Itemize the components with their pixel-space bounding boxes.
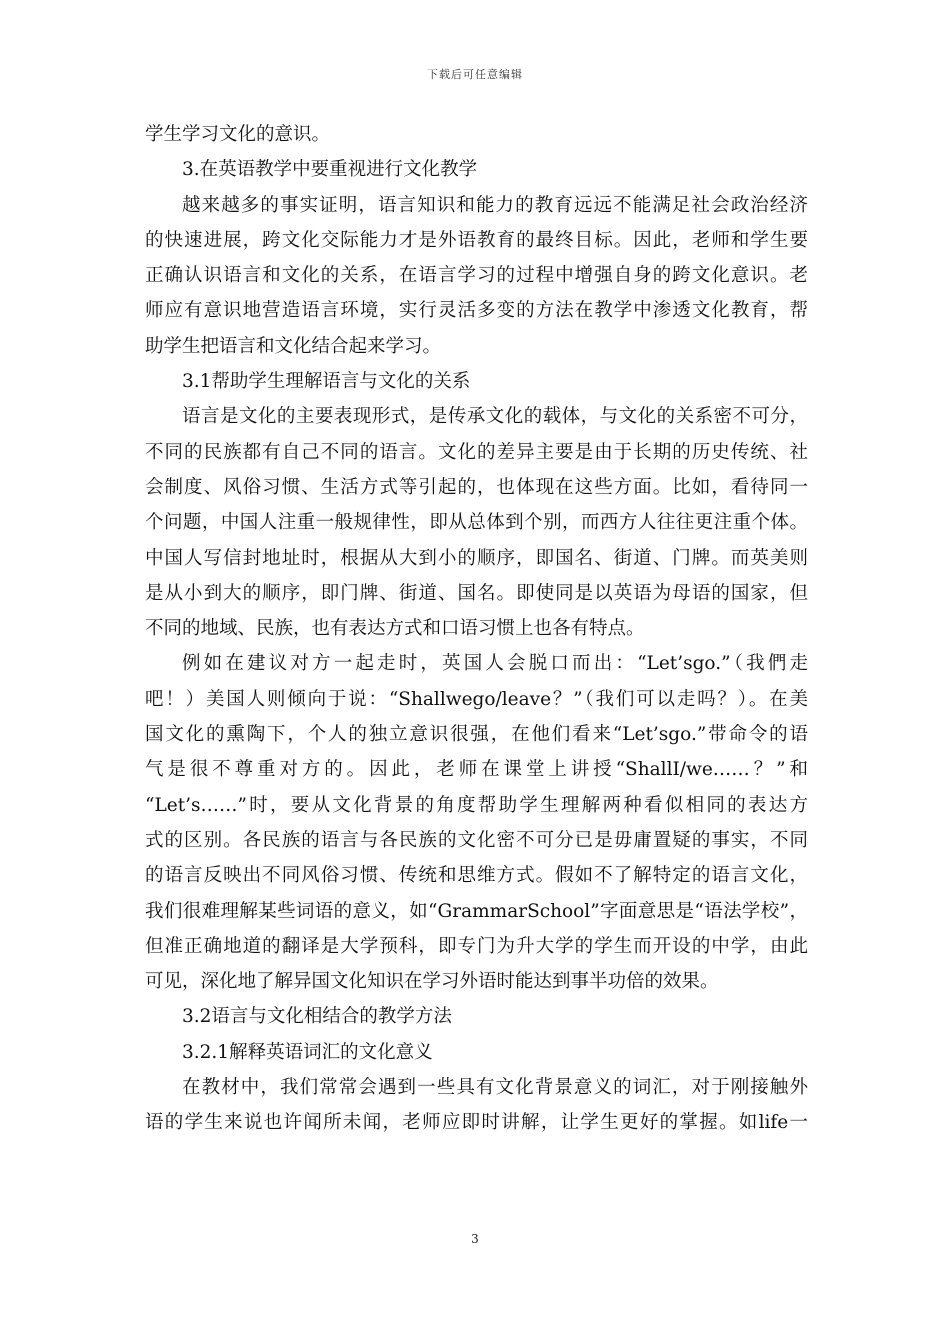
text-line: 但准正确地道的翻译是大学预科，即专门为升大学的学生而开设的中学，由此 xyxy=(145,935,808,957)
text-line: 可见，深化地了解异国文化知识在学习外语时能达到事半功倍的效果。 xyxy=(145,971,719,993)
text-line: 气是很不尊重对方的。因此，老师在课堂上讲授“ShallI/we……？”和 xyxy=(145,759,808,781)
text-line: 中国人写信封地址时，根据从大到小的顺序，即国名、街道、门牌。而英美则 xyxy=(145,547,808,569)
text-line: 语的学生来说也许闻所未闻，老师应即时讲解，让学生更好的掌握。如life一 xyxy=(145,1112,808,1134)
text-line: 助学生把语言和文化结合起来学习。 xyxy=(145,335,442,357)
text-line: “Let’s……”时，要从文化背景的角度帮助学生理解两种看似相同的表达方 xyxy=(145,794,808,816)
page-number: 3 xyxy=(471,1232,479,1246)
text-line: 在教材中，我们常常会遇到一些具有文化背景意义的词汇，对于刚接触外 xyxy=(182,1077,808,1099)
section-heading: 3.1帮助学生理解语言与文化的关系 xyxy=(182,371,471,393)
text-line: 是从小到大的顺序，即门牌、街道、国名。即使同是以英语为母语的国家，但 xyxy=(145,582,808,604)
text-line: 个问题，中国人注重一般规律性，即从总体到个别，而西方人往往更注重个体。 xyxy=(145,512,808,534)
text-line: 学生学习文化的意识。 xyxy=(145,124,331,145)
section-heading: 3.在英语教学中要重视进行文化教学 xyxy=(182,159,478,181)
text-line: 正确认识语言和文化的关系，在语言学习的过程中增强自身的跨文化意识。老 xyxy=(145,265,808,287)
text-line: 不同的民族都有自己不同的语言。文化的差异主要是由于长期的历史传统、社 xyxy=(145,441,808,463)
text-line: 会制度、风俗习惯、生活方式等引起的，也体现在这些方面。比如，看待同一 xyxy=(145,476,808,498)
text-line: 我们很难理解某些词语的意义，如“GrammarSchool”字面意思是“语法学校”， xyxy=(145,900,808,922)
text-line: 的快速进展，跨文化交际能力才是外语教育的最终目标。因此，老师和学生要 xyxy=(145,229,808,251)
text-line: 语言是文化的主要表现形式，是传承文化的载体，与文化的关系密不可分， xyxy=(182,406,808,428)
text-line: 越来越多的事实证明，语言知识和能力的教育远远不能满足社会政治经济 xyxy=(182,194,808,216)
subsection-heading: 3.2.1解释英语词汇的文化意义 xyxy=(182,1041,433,1063)
text-line: 师应有意识地营造语言环境，实行灵活多变的方法在教学中渗透文化教育，帮 xyxy=(145,300,808,322)
page-header: 下载后可任意编辑 xyxy=(427,68,523,81)
text-line: 国文化的熏陶下，个人的独立意识很强，在他们看来“Let’sgo.”带命令的语 xyxy=(145,724,808,746)
text-line: 式的区别。各民族的语言与各民族的文化密不可分已是毋庸置疑的事实，不同 xyxy=(145,829,808,851)
text-line: 不同的地域、民族，也有表达方式和口语习惯上也各有特点。 xyxy=(145,618,645,640)
text-line: 的语言反映出不同风俗习惯、传统和思维方式。假如不了解特定的语言文化， xyxy=(145,865,808,887)
body-text xyxy=(145,117,808,1141)
text-line: 例如在建议对方一起走时，英国人会脱口而出：“Let’sgo.”（我們走 xyxy=(182,653,808,675)
text-line: 吧！）美国人则倾向于说：“Shallwego/leave？”（我们可以走吗？）。在美 xyxy=(145,688,808,710)
section-heading: 3.2语言与文化相结合的教学方法 xyxy=(182,1006,452,1028)
